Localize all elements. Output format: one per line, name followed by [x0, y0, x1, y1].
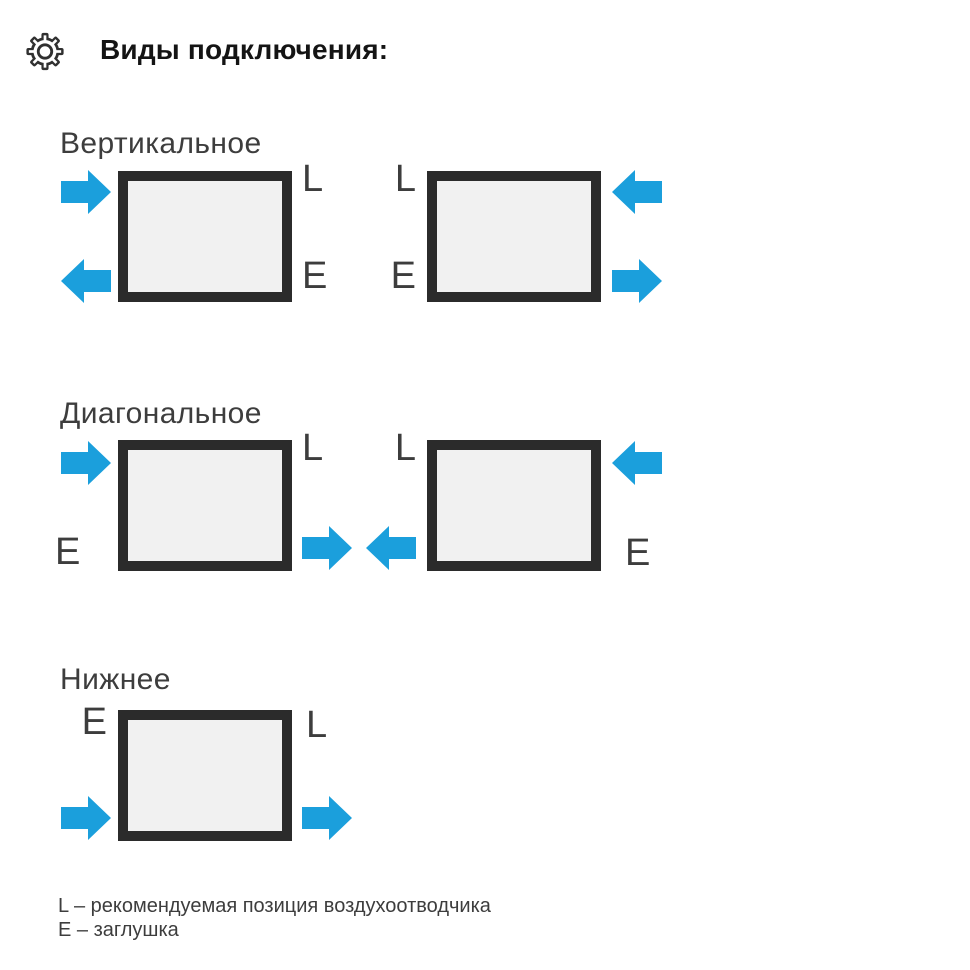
label-air-vent: L — [394, 158, 416, 200]
label-plug: E — [625, 532, 651, 574]
legend-line-air-vent: L – рекомендуемая позиция воздухоотводчика — [58, 895, 491, 917]
label-air-vent: L — [302, 427, 324, 469]
radiator-box-vertical-right — [427, 171, 601, 302]
radiator-box-diagonal-right — [427, 440, 601, 571]
arrow-inlet-icon — [61, 441, 111, 485]
arrow-inlet-icon — [61, 170, 111, 214]
label-air-vent: L — [394, 427, 416, 469]
label-plug: E — [55, 531, 81, 573]
page-title: Виды подключения: — [100, 34, 389, 65]
arrow-outlet-icon — [302, 796, 352, 840]
section-title-vertical: Вертикальное — [60, 127, 262, 160]
arrow-outlet-icon — [302, 526, 352, 570]
radiator-box-bottom — [118, 710, 292, 841]
label-air-vent: L — [306, 704, 328, 746]
legend — [58, 894, 491, 942]
radiator-box-diagonal-left — [118, 440, 292, 571]
arrow-outlet-icon — [61, 259, 111, 303]
label-plug: E — [302, 255, 328, 297]
radiator-box-vertical-left — [118, 171, 292, 302]
section-title-bottom: Нижнее — [60, 663, 171, 696]
section-title-diagonal: Диагональное — [60, 397, 262, 430]
gear-icon — [26, 31, 64, 72]
label-plug: E — [81, 701, 107, 743]
arrow-inlet-icon — [612, 441, 662, 485]
arrow-inlet-icon — [612, 170, 662, 214]
label-air-vent: L — [302, 158, 324, 200]
legend-line-plug: E – заглушка — [58, 919, 179, 941]
arrow-inlet-icon — [61, 796, 111, 840]
label-plug: E — [390, 255, 416, 297]
arrow-outlet-icon — [612, 259, 662, 303]
arrow-outlet-icon — [366, 526, 416, 570]
